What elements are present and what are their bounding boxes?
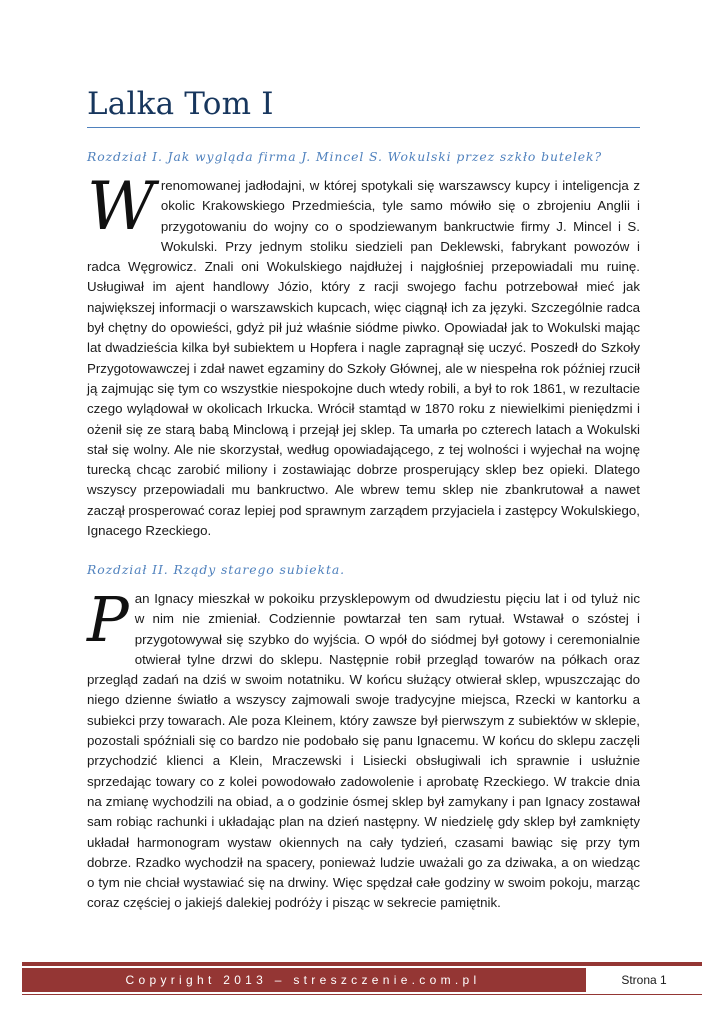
chapter-1-text <box>87 168 640 541</box>
footer-bottom-rule <box>22 994 702 995</box>
footer-top-rule <box>22 962 702 966</box>
chapter-2-drop-cap: P <box>87 583 129 656</box>
page-footer <box>22 968 702 992</box>
chapter-1-heading: Rozdział I. Jak wygląda firma J. Mincel S. Wokulski przez szkło butelek? <box>87 149 602 164</box>
footer-page-number: Strona 1 <box>584 968 702 992</box>
chapter-1-body: renomowanej jadłodajni, w której spotykali się warszawscy kupcy i inteligencja z okolic Krakowskiego Przedmieścia, tyle samo mówiło się o zbrojeniu Anglii i przygotowaniu do wojny co o spodziewanym bankructwie firmy J. Mincel i S. Wokulski. Przy jednym stoliku siedzieli pan Deklewski, fabrykant powozów i radca Węgrowicz. Znali oni Wokulskiego najdłużej i najgłośniej przepowiadali mu ruinę. Usługiwał im ajent handlowy Józio, który z racji swojego fachu potrzebował mieć jak największej informacji o warszawskich kupcach, więc ciągnął ich za języki. Szczególnie radca był chętny do opowieści, gdyż pił już właśnie siódme piwko. Opowiadał jak to Wokulski mając lat dwadzieścia kilka był subiektem u Hopfera i nagle zapragnął się uczyć. Poszedł do Szkoły Przygotowawczej i zdał nawet egzaminy do Szkoły Głównej, ale w niespełna rok później rzucił ją zajmując się tym co wszystkie niespokojne duch wtedy robili, a był to rok 1861, w rezultacie czego wylądował w okolicach Irkucka. Wrócił stamtąd w 1870 roku z niewielkimi pieniędzmi i ożenił się ze starą babą Minclową i przejął jej sklep. Ta umarła po czterech latach a Wokulski stał się wolny. Ale nie skorzystał, według opowiadającego, z tej wolności i wyjechał na wojnę turecką chcąc zarobić miliony i zostawiając dobrze prosperujący sklep bez opieki. Dlatego wszyscy przepowiadali mu bankructwo. Ale wbrew temu sklep nie zbankrutował a nawet zaczął prosperować coraz lepiej pod sprawnym zarządem przyjaciela i zastępcy Wokulskiego, Ignacego Rzeckiego. <box>87 178 640 539</box>
chapter-2-text <box>87 583 640 914</box>
document-title: Lalka Tom I <box>87 86 274 122</box>
chapter-2-heading: Rozdział II. Rządy starego subiekta. <box>87 562 345 577</box>
chapter-1-drop-cap: W <box>87 168 155 245</box>
footer-copyright: Copyright 2013 – streszczenie.com.pl <box>22 968 584 992</box>
chapter-2-body: an Ignacy mieszkał w pokoiku przysklepowym od dwudziestu pięciu lat i od tyluż nic w nim nie zmieniał. Codziennie powtarzał ten sam rytuał. Wstawał o szóstej i przygotowywał się szybko do wyjścia. O wpół do siódmej był gotowy i ceremonialnie otwierał tylne drzwi do sklepu. Następnie robił przegląd towarów na półkach oraz przegląd zadań na dziś w swoim notatniku. W końcu służący otwierał sklep, wpuszczając do niego dzienne światło a wszyscy zajmowali swoje tradycyjne miejsca, Rzecki w kantorku a subiekci przy towarach. Ale poza Kleinem, który zawsze był pierwszym z subiektów w sklepie, pozostali spóźniali się co bardzo nie podobało się panu Ignacemu. W końcu do sklepu zaczęli przychodzić klienci a Klein, Mraczewski i Lisiecki obsługiwali ich sprawnie i usłużnie sprzedając towary co z kolei powodowało zadowolenie i aprobatę Rzeckiego. W trakcie dnia na zmianę wychodzili na obiad, a o godzinie ósmej sklep był zamykany i pan Ignacy zostawał sam robiąc rachunki i układając plan na dzień następny. W niedzielę gdy sklep był zamknięty układał harmonogram wystaw okiennych na cały tydzień, czasami bawiąc się przy tym dobrze. Rzadko wychodził na spacery, ponieważ ludzie uważali go za dziwaka, a on wiedząc o tym nie chciał wystawiać się na drwiny. Więc spędzał całe godziny w swoim pokoju, marząc coraz częściej o jakiejś dalekiej podróży i pisząc w sekrecie pamiętnik. <box>87 591 640 911</box>
title-underline <box>87 127 640 128</box>
